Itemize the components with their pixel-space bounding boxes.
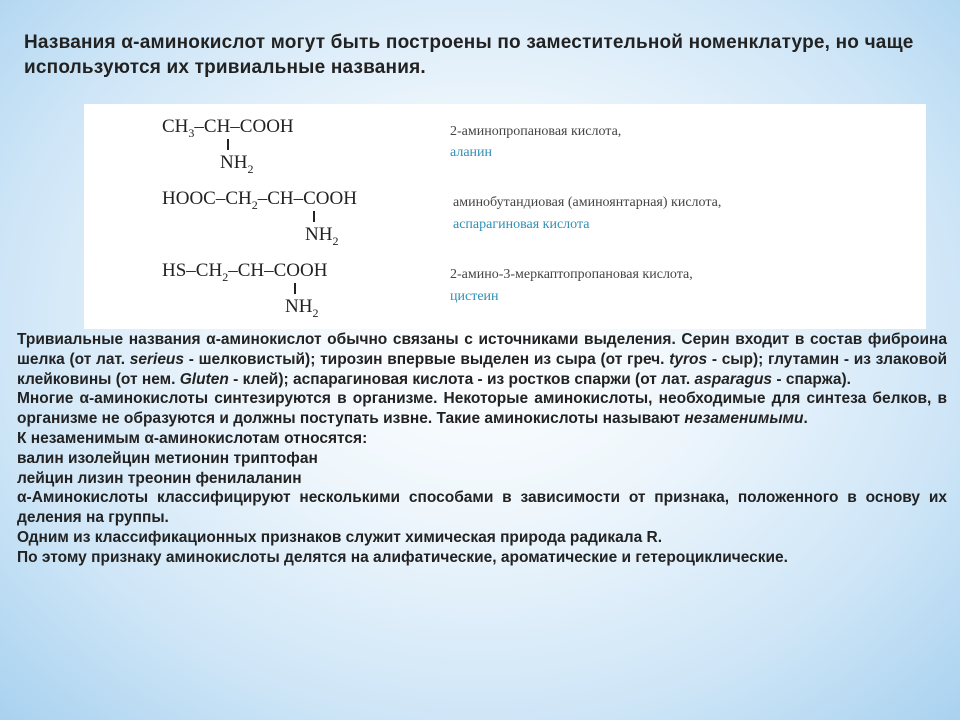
paragraph-radical: Одним из классификационных признаков служит химическая природа радикала R.	[17, 528, 663, 546]
body-text	[17, 330, 947, 568]
formula-bond	[227, 139, 229, 150]
formula-bond	[294, 283, 296, 294]
formula-row-alanine	[84, 116, 926, 186]
formula-row-aspartic-acid	[84, 188, 926, 258]
trivial-name: аспарагиновая кислота	[453, 217, 590, 232]
formula-main-chain: HOOC–$CH_2-CH$–COOH	[162, 188, 357, 212]
slide-title: Названия α-аминокислот могут быть построены по заместительной номенклатуре, но чаще используются их тривиальные названия.	[24, 32, 914, 78]
formula-branch: $NH_2$	[285, 296, 319, 320]
paragraph-groups: По этому признаку аминокислоты делятся на алифатические, ароматические и гетероциклические.	[17, 548, 788, 566]
trivial-name: цистеин	[450, 289, 499, 304]
formula-bond	[313, 211, 315, 222]
paragraph-classification: α-Аминокислоты классифицируют несколькими способами в зависимости от признака, положенного в основу их деления на группы.	[17, 489, 947, 527]
paragraph-essential: Многие α-аминокислоты синтезируются в организме. Некоторые аминокислоты, необходимые для синтеза белков, в организме не образуются и должны поступать извне. Такие аминокислоты называют незаменимыми.	[17, 390, 947, 428]
essential-list-line-1: валин изолейцин метионин триптофан	[17, 449, 318, 467]
systematic-name: 2-аминопропановая кислота,	[450, 124, 622, 139]
formula-row-cysteine	[84, 260, 926, 330]
paragraph-trivial-names: Тривиальные названия α-аминокислот обычно связаны с источниками выделения. Серин входит в состав фиброина шелка (от лат. serieus - шелковистый); тирозин впервые выделен из сыра (от греч. tyros - сыр); глутамин - из злаковой клейковины (от нем. Gluten - клей); аспарагиновая кислота - из ростков спаржи (от лат. asparagus - спаржа).	[17, 331, 947, 388]
systematic-name: 2-амино-3-меркаптопропановая кислота,	[450, 267, 693, 282]
formula-main-chain: $CH_3-CH$–COOH	[162, 116, 294, 140]
paragraph-essential-list-intro: К незаменимым α-аминокислотам относятся:	[17, 429, 368, 447]
essential-list-line-2: лейцин лизин треонин фенилаланин	[17, 469, 302, 487]
systematic-name: аминобутандиовая (аминоянтарная) кислота,	[453, 195, 722, 210]
formula-image	[84, 104, 926, 329]
formula-branch: $NH_2$	[305, 224, 339, 248]
formula-branch: $NH_2$	[220, 152, 254, 176]
trivial-name: аланин	[450, 145, 493, 160]
formula-main-chain: $HS-CH_2-CH$–COOH	[162, 260, 328, 284]
